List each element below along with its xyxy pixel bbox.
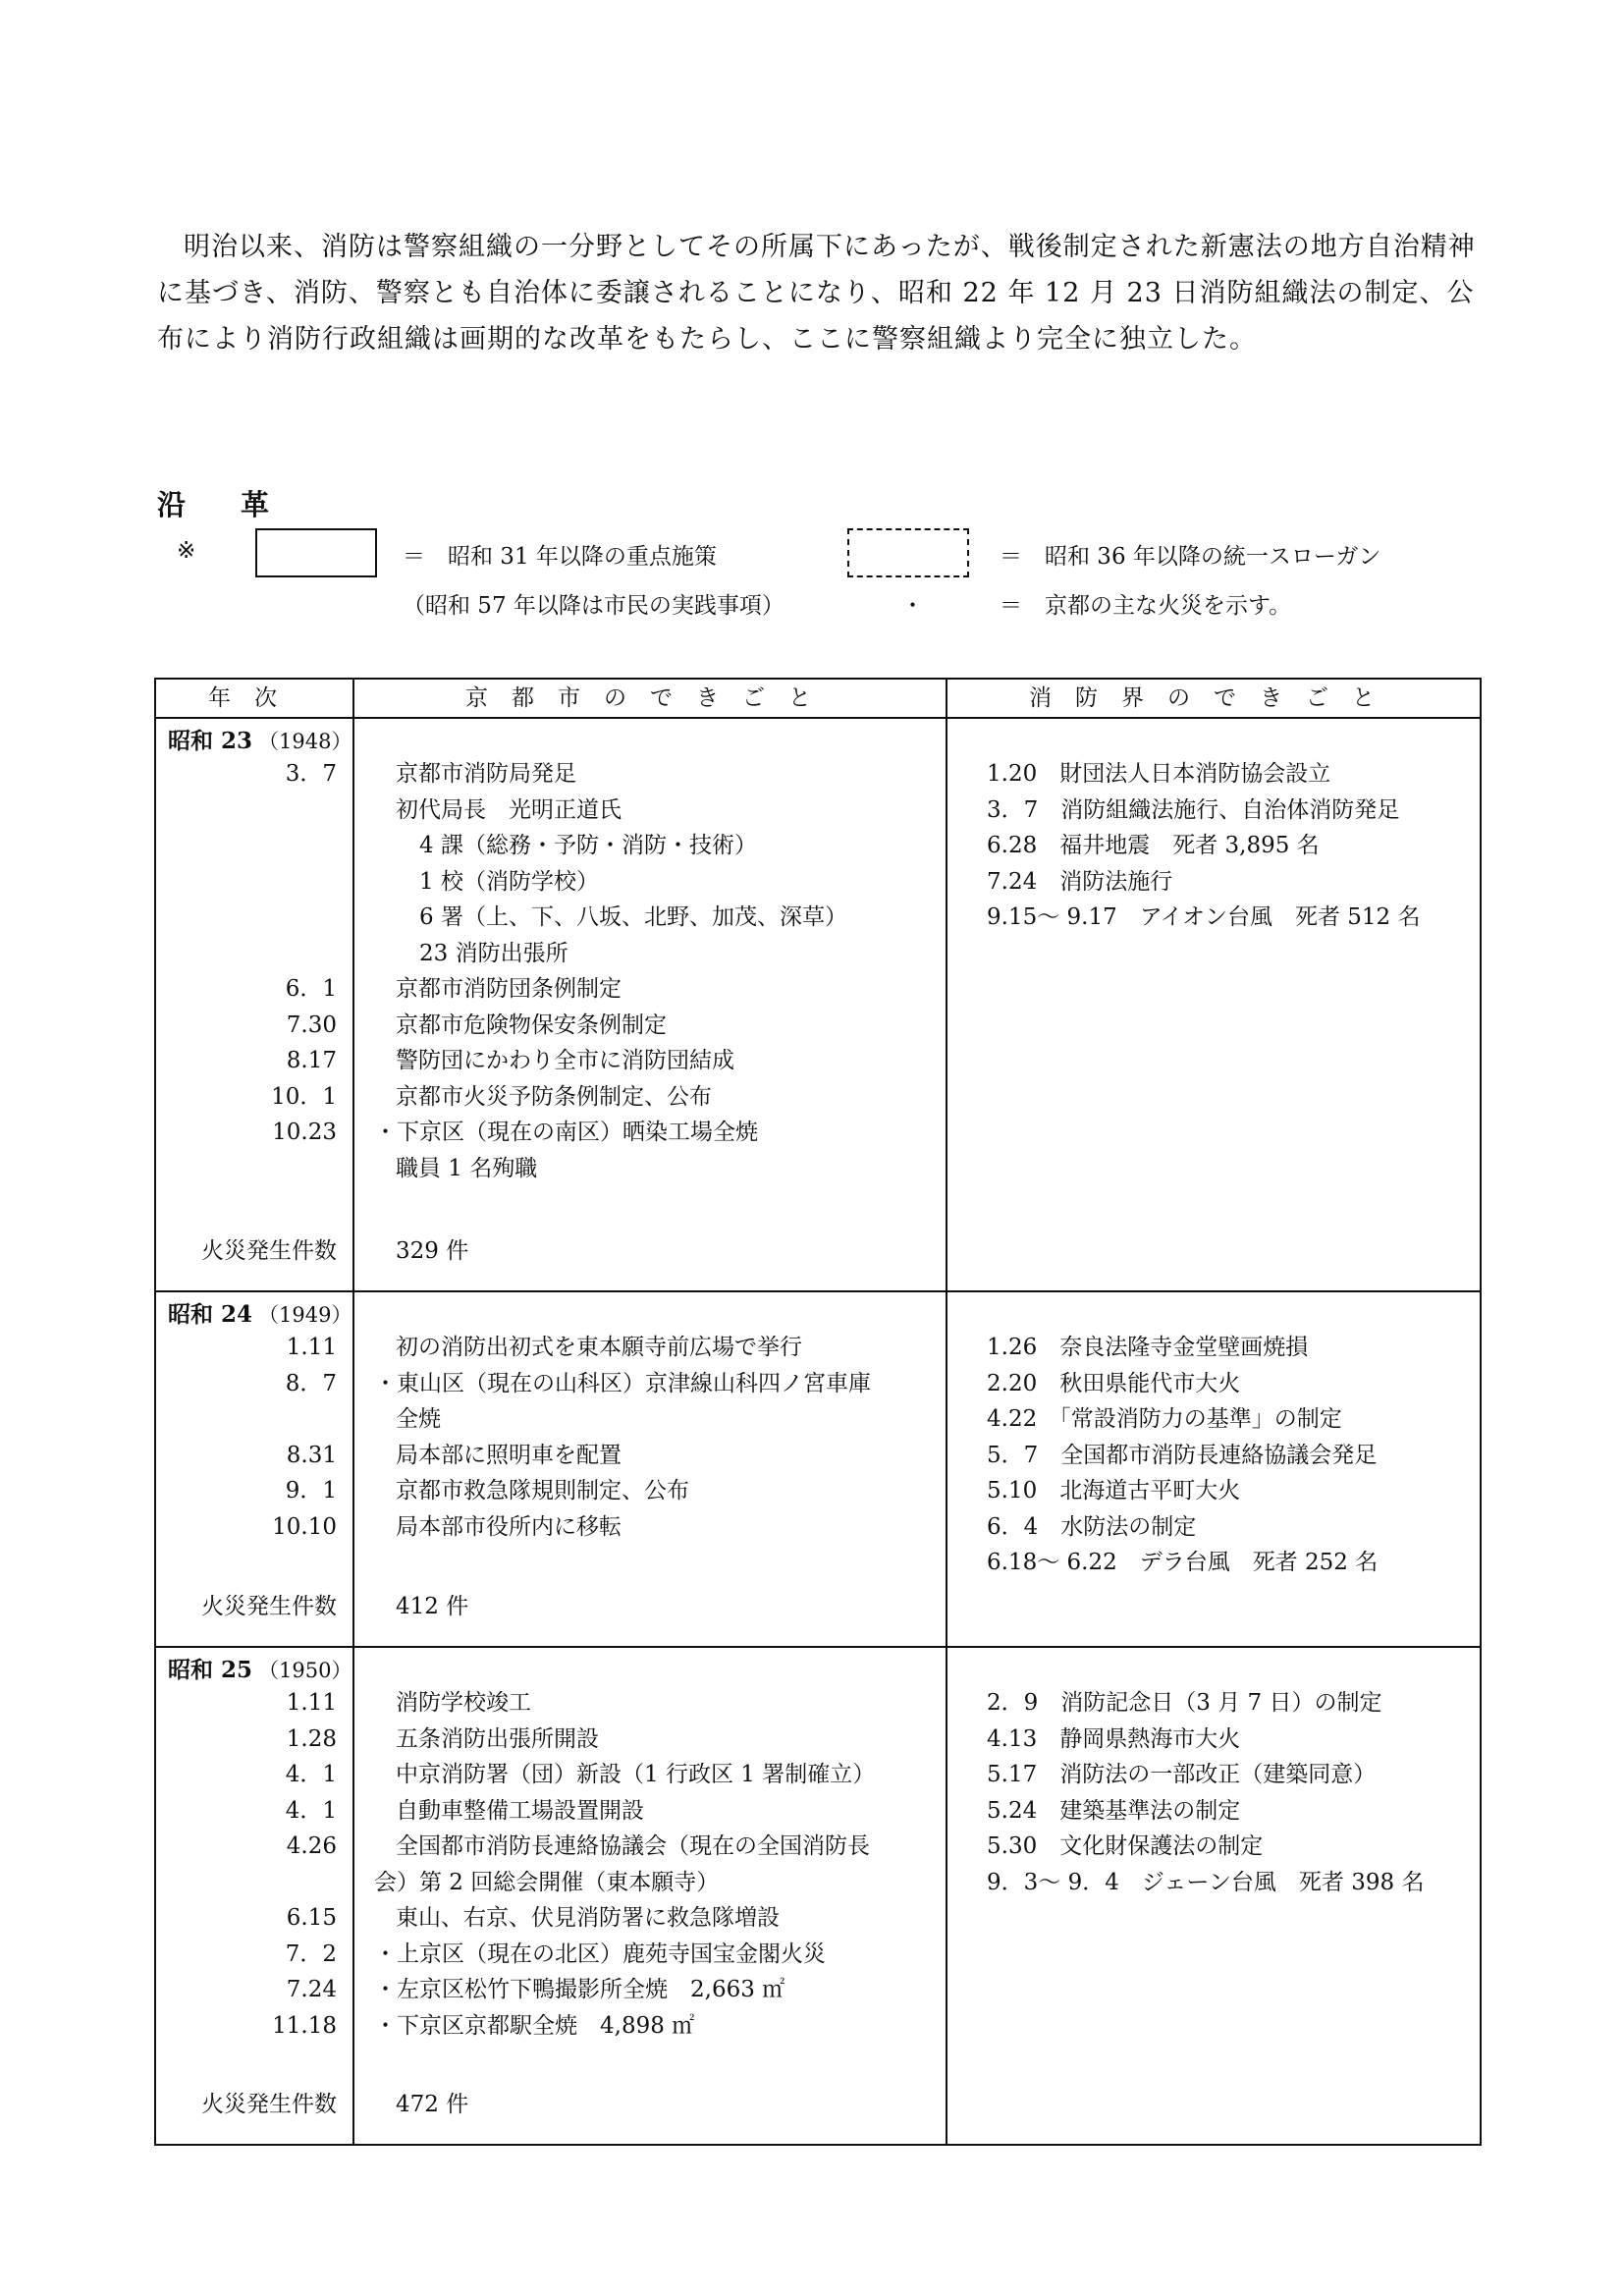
year-label: 昭和 25 [168,1657,253,1683]
event-date: 4.26 [286,1833,337,1859]
event-date: 7.30 [286,1011,337,1038]
fire-world-event: 1.26 奈良法隆寺金堂壁画焼損 [987,1335,1309,1360]
fire-count-value: 412 件 [396,1593,469,1619]
fire-world-event: 5.17 消防法の一部改正（建築同意） [987,1762,1377,1787]
city-event: 4 課（総務・予防・消防・技術） [419,833,757,858]
event-date [156,1401,352,1438]
fire-world-event: 9.15～ 9.17 アイオン台風 死者 512 名 [987,904,1421,930]
city-event: 23 消防出張所 [419,940,568,966]
year-ad: （1949） [258,1303,352,1327]
fire-count-label: 火災発生件数 [201,1237,337,1264]
city-event: 会）第 2 回総会開催（東本願寺） [374,1869,720,1895]
year-title [156,719,352,756]
legend-solid-box [255,528,377,577]
event-date [156,1151,352,1187]
year-ad: （1950） [258,1659,352,1682]
event-date [156,1865,352,1901]
event-date: 7.24 [286,1977,337,2002]
event-date: 8．7 [285,1370,337,1396]
city-event: 1 校（消防学校） [419,868,599,895]
city-event: 京都市救急隊規則制定、公布 [396,1478,689,1503]
city-event: 自動車整備工場設置開設 [396,1797,644,1824]
fire-world-event: 1.20 財団法人日本消防協会設立 [987,761,1331,787]
city-event: 消防学校竣工 [396,1690,531,1716]
fire-world-event: 5.24 建築基準法の制定 [987,1797,1241,1824]
city-event: 初の消防出初式を東本願寺前広場で挙行 [396,1335,802,1360]
spacer [947,719,1480,756]
city-events-cell [353,1647,947,2145]
year-cell [155,1647,353,2145]
fire-world-event: 4.22 「常設消防力の基準」の制定 [987,1406,1342,1432]
history-table [154,678,1482,2146]
city-events-cell [353,718,947,1291]
fire-world-event: 5.10 北海道古平町大火 [987,1478,1241,1503]
city-event: 京都市危険物保安条例制定 [396,1011,667,1038]
event-date: 4．1 [285,1762,337,1787]
event-date [156,864,352,901]
legend-dashed-desc: ＝ 昭和 36 年以降の統一スローガン [1000,544,1381,570]
fire-events-cell [947,718,1481,1291]
fire-count-label: 火災発生件数 [201,1593,337,1619]
year-block [155,1647,1481,2145]
event-date [156,793,352,829]
fire-world-event: 3．7 消防組織法施行、自治体消防発足 [987,796,1400,823]
fire-count-value: 472 件 [396,2091,469,2117]
year-ad: （1948） [258,730,352,753]
event-date: 11.18 [272,2012,337,2039]
event-date [156,936,352,972]
city-event: ・下京区（現在の南区）晒染工場全焼 [374,1120,758,1145]
event-date: 9．1 [285,1478,337,1503]
city-event: 警防団にかわり全市に消防団結成 [396,1048,734,1073]
year-block [155,718,1481,1291]
event-date: 10.23 [272,1120,337,1145]
fire-events-cell [947,1647,1481,2145]
legend-solid-note: （昭和 57 年以降は市民の実践事項） [403,593,784,619]
city-event: ・上京区（現在の北区）鹿苑寺国宝金閣火災 [374,1941,826,1967]
city-event: 京都市火災予防条例制定、公布 [396,1083,712,1110]
event-date: 1.11 [286,1690,337,1716]
city-event: 職員 1 名殉職 [396,1155,538,1181]
year-title [156,1292,352,1330]
header-year: 年次 [155,679,353,718]
city-event: 初代局長 光明正道氏 [396,796,622,823]
city-event: ・左京区松竹下鴨撮影所全焼 2,663 ㎡ [374,1977,785,2002]
event-date: 7．2 [285,1941,337,1967]
fire-world-event: 6.18～ 6.22 デラ台風 死者 252 名 [987,1550,1379,1575]
event-date: 1.28 [286,1725,337,1752]
event-date [156,828,352,864]
history-body [155,718,1481,2145]
legend-mark: ※ [177,538,196,564]
city-event: 東山、右京、伏見消防署に救急隊増設 [396,1905,780,1931]
fire-world-event: 5．7 全国都市消防長連絡協議会発足 [987,1442,1378,1468]
spacer [947,1648,1480,1685]
legend-solid-desc: ＝ 昭和 31 年以降の重点施策 [403,544,717,570]
city-event: 京都市消防局発足 [396,761,576,787]
city-event: 中京消防署（団）新設（1 行政区 1 署制確立） [396,1762,876,1787]
fire-count-value: 329 件 [396,1237,469,1264]
city-event: 6 署（上、下、八坂、北野、加茂、深草） [419,904,847,930]
city-event: ・東山区（現在の山科区）京津線山科四ノ宮車庫 [374,1370,871,1396]
fire-world-event: 6．4 水防法の制定 [987,1513,1197,1540]
year-title [156,1648,352,1685]
year-cell [155,1291,353,1647]
spacer [947,1292,1480,1330]
intro-paragraph [157,224,1478,362]
city-event: 局本部市役所内に移転 [396,1513,622,1540]
table-header-row [155,679,1481,718]
section-title: 沿革 [157,488,325,521]
event-date: 6．1 [285,976,337,1002]
event-date: 4．1 [285,1797,337,1824]
event-date: 1.11 [286,1335,337,1360]
legend-dot: ・ [901,593,924,619]
year-cell [155,718,353,1291]
city-event: 五条消防出張所開設 [396,1725,599,1752]
intro-text: 明治以来、消防は警察組織の一分野としてその所属下にあったが、戦後制定された新憲法の地方自治精神に基づき、消防、警察とも自治体に委譲されることになり、昭和 22 年 12 月 23 日消防組織法の制定、公布により消防行政組織は画期的な改革をもたらし、ここに警察組織より完全に独立した。 [157,232,1476,355]
fire-world-event: 4.13 静岡県熱海市大火 [987,1725,1241,1752]
event-date: 10.10 [272,1513,337,1540]
spacer [354,1292,946,1330]
fire-world-event: 7.24 消防法施行 [987,868,1173,895]
header-city: 京都市のできごと [353,679,947,718]
city-event: 京都市消防団条例制定 [396,976,622,1002]
year-label: 昭和 24 [168,1301,253,1328]
spacer [354,1648,946,1685]
fire-world-event: 2．9 消防記念日（3 月 7 日）の制定 [987,1690,1382,1716]
event-date [156,900,352,936]
event-date: 3．7 [285,761,337,787]
fire-count-label: 火災発生件数 [201,2091,337,2117]
fire-world-event: 9．3～ 9．4 ジェーン台風 死者 398 名 [987,1869,1425,1895]
fire-world-event: 6.28 福井地震 死者 3,895 名 [987,833,1320,858]
header-fire: 消防界のできごと [947,679,1481,718]
legend-dashed-box [847,528,969,577]
legend-dot-desc: ＝ 京都の主な火災を示す。 [1000,593,1292,619]
city-event: 全国都市消防長連絡協議会（現在の全国消防長 [396,1833,870,1859]
city-event: 全焼 [396,1406,441,1432]
fire-world-event: 2.20 秋田県能代市大火 [987,1370,1241,1396]
fire-world-event: 5.30 文化財保護法の制定 [987,1833,1264,1859]
city-event: 局本部に照明車を配置 [396,1442,622,1468]
city-event: ・下京区京都駅全焼 4,898 ㎡ [374,2012,695,2039]
city-events-cell [353,1291,947,1647]
event-date: 6.15 [286,1905,337,1931]
year-label: 昭和 23 [168,728,253,754]
event-date: 8.31 [286,1442,337,1468]
year-block [155,1291,1481,1647]
event-date: 10．1 [271,1083,337,1110]
event-date: 8.17 [286,1048,337,1073]
fire-events-cell [947,1291,1481,1647]
spacer [354,719,946,756]
